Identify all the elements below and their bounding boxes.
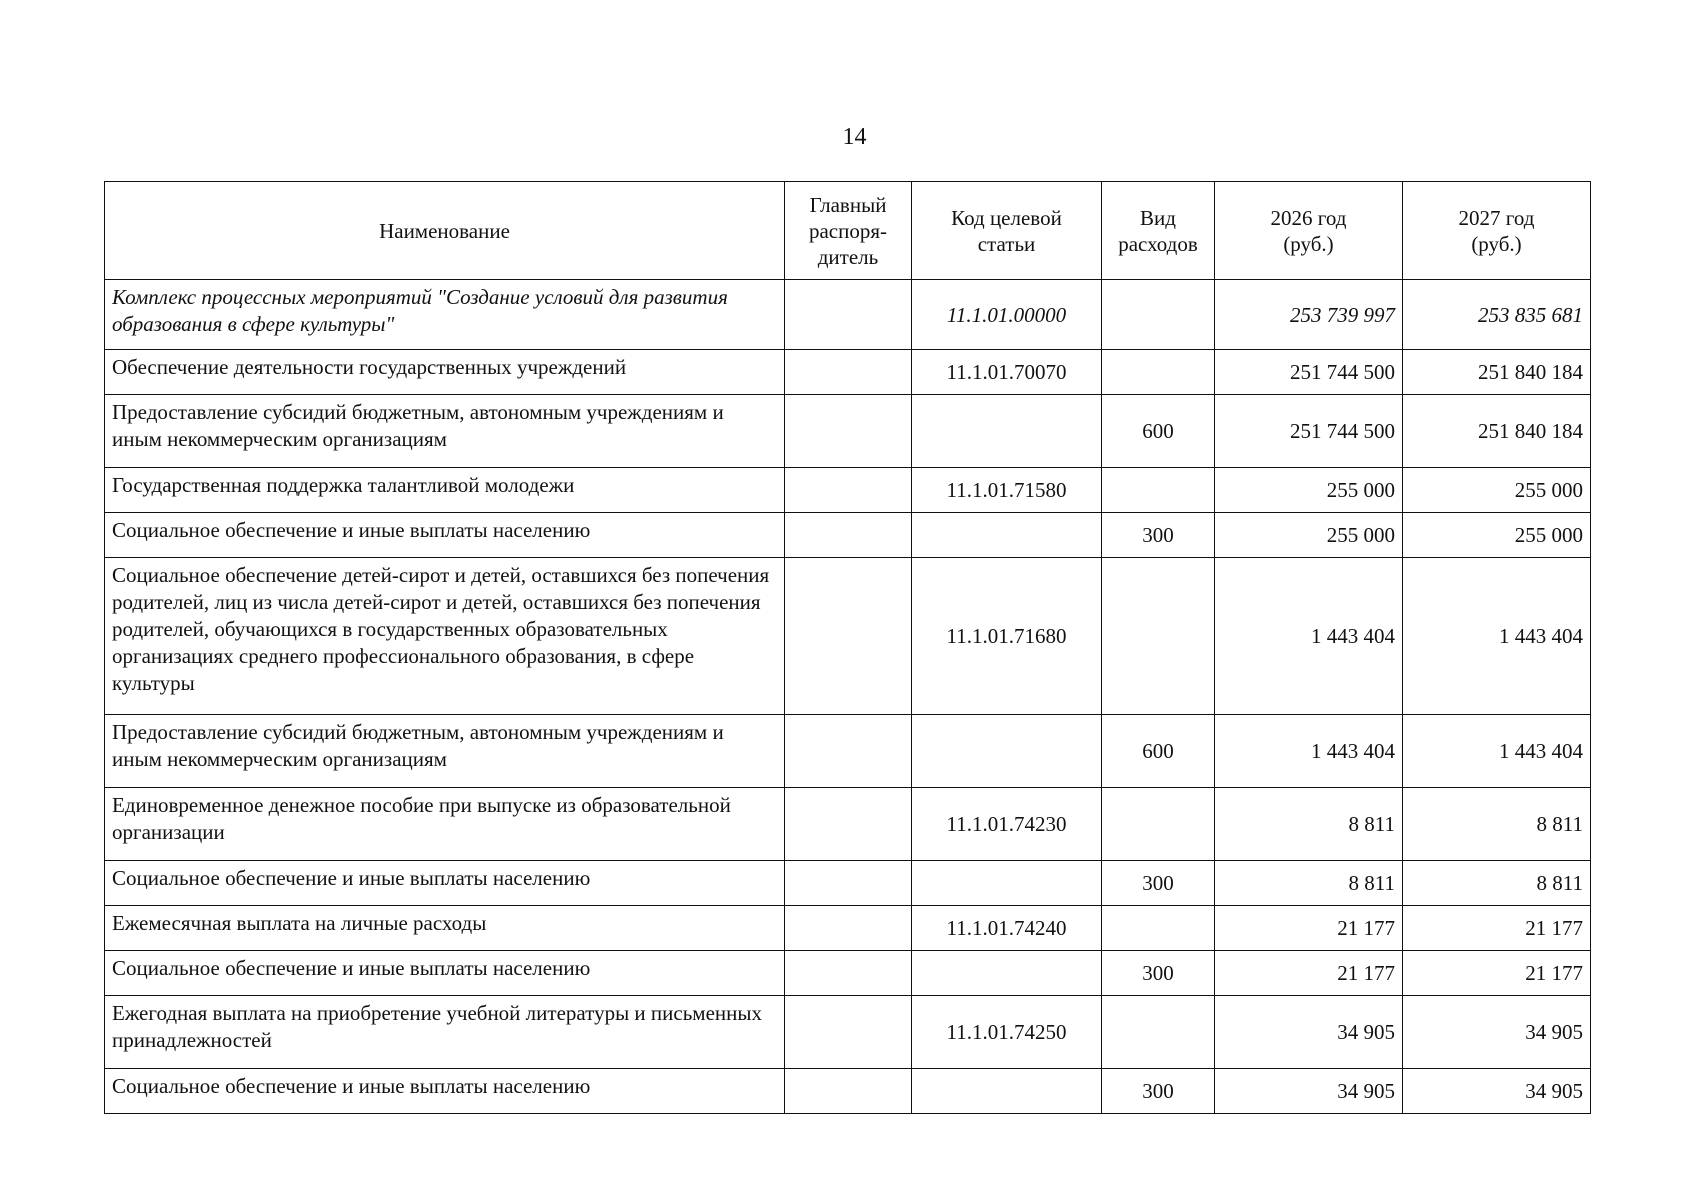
- header-row: [105, 182, 1591, 280]
- row-manager-cell: [785, 558, 912, 715]
- row-name-cell: Обеспечение деятельности государственных учреждений: [105, 350, 785, 395]
- row-2027-cell: 253 835 681: [1403, 280, 1591, 350]
- row-name-cell: Предоставление субсидий бюджетным, автономным учреждениям и иным некоммерческим организациям: [105, 395, 785, 468]
- row-type-cell: 300: [1102, 513, 1215, 558]
- row-name-cell: Социальное обеспечение и иные выплаты населению: [105, 1069, 785, 1114]
- row-type-cell: [1102, 350, 1215, 395]
- header-manager: Главный распоря- дитель: [785, 182, 912, 280]
- row-name-cell: Социальное обеспечение и иные выплаты населению: [105, 861, 785, 906]
- row-2026-cell: 21 177: [1215, 951, 1403, 996]
- row-2026-cell: 253 739 997: [1215, 280, 1403, 350]
- table-row: [105, 861, 1591, 906]
- table-row: [105, 558, 1591, 715]
- row-code-cell: [912, 861, 1102, 906]
- row-code-cell: [912, 715, 1102, 788]
- table-row: [105, 715, 1591, 788]
- row-2026-cell: 8 811: [1215, 861, 1403, 906]
- row-code-cell: [912, 513, 1102, 558]
- row-2026-cell: 8 811: [1215, 788, 1403, 861]
- row-2027-cell: 255 000: [1403, 468, 1591, 513]
- row-code-cell: 11.1.01.74230: [912, 788, 1102, 861]
- row-code-cell: 11.1.01.74250: [912, 996, 1102, 1069]
- table-row: [105, 1069, 1591, 1114]
- page-number: 14: [842, 124, 867, 150]
- row-type-cell: [1102, 468, 1215, 513]
- row-type-cell: [1102, 280, 1215, 350]
- table-row: [105, 996, 1591, 1069]
- table-row: [105, 906, 1591, 951]
- row-code-cell: [912, 1069, 1102, 1114]
- budget-table: [104, 181, 1591, 1114]
- table-row: [105, 951, 1591, 996]
- row-type-cell: 300: [1102, 861, 1215, 906]
- row-manager-cell: [785, 906, 912, 951]
- row-2027-cell: 34 905: [1403, 1069, 1591, 1114]
- row-manager-cell: [785, 788, 912, 861]
- table-row: [105, 513, 1591, 558]
- header-2027: 2027 год (руб.): [1403, 182, 1591, 280]
- row-code-cell: [912, 395, 1102, 468]
- row-2026-cell: 1 443 404: [1215, 558, 1403, 715]
- row-name-cell: Социальное обеспечение и иные выплаты населению: [105, 513, 785, 558]
- row-2026-cell: 251 744 500: [1215, 350, 1403, 395]
- row-name-cell: Комплекс процессных мероприятий "Создание условий для развития образования в сфере культуры": [105, 280, 785, 350]
- row-2026-cell: 255 000: [1215, 513, 1403, 558]
- row-code-cell: [912, 951, 1102, 996]
- row-manager-cell: [785, 513, 912, 558]
- row-code-cell: 11.1.01.00000: [912, 280, 1102, 350]
- row-manager-cell: [785, 715, 912, 788]
- row-type-cell: [1102, 788, 1215, 861]
- row-2027-cell: 34 905: [1403, 996, 1591, 1069]
- row-2027-cell: 251 840 184: [1403, 395, 1591, 468]
- row-manager-cell: [785, 468, 912, 513]
- row-name-cell: Социальное обеспечение и иные выплаты населению: [105, 951, 785, 996]
- row-2026-cell: 251 744 500: [1215, 395, 1403, 468]
- row-type-cell: 600: [1102, 395, 1215, 468]
- row-manager-cell: [785, 280, 912, 350]
- row-code-cell: 11.1.01.71680: [912, 558, 1102, 715]
- row-code-cell: 11.1.01.70070: [912, 350, 1102, 395]
- header-name: Наименование: [105, 182, 785, 280]
- row-2026-cell: 21 177: [1215, 906, 1403, 951]
- row-type-cell: [1102, 996, 1215, 1069]
- table-row: [105, 350, 1591, 395]
- row-2026-cell: 1 443 404: [1215, 715, 1403, 788]
- header-code: Код целевой статьи: [912, 182, 1102, 280]
- row-code-cell: 11.1.01.71580: [912, 468, 1102, 513]
- row-2027-cell: 255 000: [1403, 513, 1591, 558]
- row-manager-cell: [785, 350, 912, 395]
- row-2026-cell: 34 905: [1215, 1069, 1403, 1114]
- header-type: Вид расходов: [1102, 182, 1215, 280]
- row-2026-cell: 34 905: [1215, 996, 1403, 1069]
- row-2027-cell: 251 840 184: [1403, 350, 1591, 395]
- row-type-cell: 300: [1102, 1069, 1215, 1114]
- table-row: [105, 395, 1591, 468]
- row-manager-cell: [785, 395, 912, 468]
- row-manager-cell: [785, 861, 912, 906]
- row-2027-cell: 1 443 404: [1403, 558, 1591, 715]
- table-row: [105, 788, 1591, 861]
- row-type-cell: [1102, 558, 1215, 715]
- row-2027-cell: 8 811: [1403, 788, 1591, 861]
- row-2027-cell: 21 177: [1403, 906, 1591, 951]
- row-name-cell: Государственная поддержка талантливой молодежи: [105, 468, 785, 513]
- table-row: [105, 280, 1591, 350]
- row-type-cell: [1102, 906, 1215, 951]
- row-2026-cell: 255 000: [1215, 468, 1403, 513]
- table-row: [105, 468, 1591, 513]
- row-manager-cell: [785, 996, 912, 1069]
- row-code-cell: 11.1.01.74240: [912, 906, 1102, 951]
- row-name-cell: Ежегодная выплата на приобретение учебной литературы и письменных принадлежностей: [105, 996, 785, 1069]
- row-manager-cell: [785, 1069, 912, 1114]
- row-name-cell: Социальное обеспечение детей-сирот и детей, оставшихся без попечения родителей, лиц из числа детей-сирот и детей, оставшихся без попечения родителей, обучающихся в государственных образовательных организациях среднего профессионального образования, в сфере культуры: [105, 558, 785, 715]
- row-2027-cell: 21 177: [1403, 951, 1591, 996]
- row-2027-cell: 8 811: [1403, 861, 1591, 906]
- row-2027-cell: 1 443 404: [1403, 715, 1591, 788]
- row-name-cell: Предоставление субсидий бюджетным, автономным учреждениям и иным некоммерческим организациям: [105, 715, 785, 788]
- row-name-cell: Единовременное денежное пособие при выпуске из образовательной организации: [105, 788, 785, 861]
- header-2026: 2026 год (руб.): [1215, 182, 1403, 280]
- row-type-cell: 300: [1102, 951, 1215, 996]
- row-manager-cell: [785, 951, 912, 996]
- row-name-cell: Ежемесячная выплата на личные расходы: [105, 906, 785, 951]
- row-type-cell: 600: [1102, 715, 1215, 788]
